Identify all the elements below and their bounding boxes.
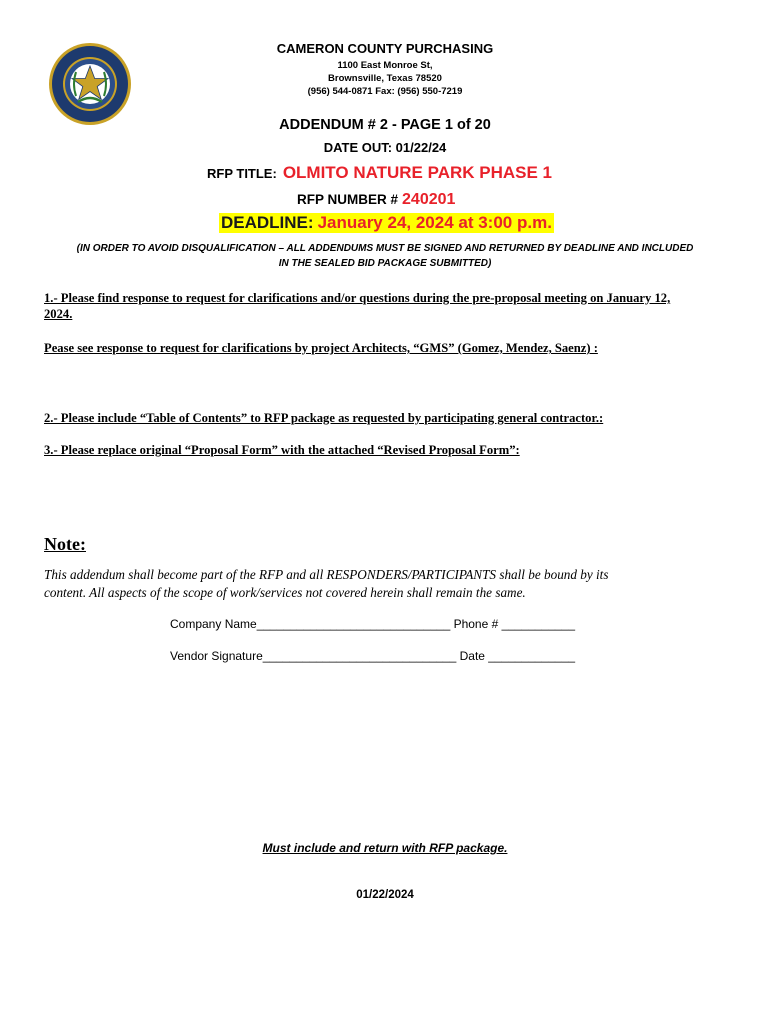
- item-1: [44, 290, 734, 322]
- note-line-2: content. All aspects of the scope of work/services not covered herein shall remain the same.: [44, 585, 526, 600]
- item-3: 3.- Please replace original “Proposal Form” with the attached “Revised Proposal Form”:: [44, 443, 520, 457]
- rfp-number-label: RFP NUMBER #: [297, 192, 399, 207]
- item-1-line-1: 1.- Please find response to request for clarifications and/or questions during the pre-proposal meeting on January 12,: [44, 291, 671, 305]
- rfp-title: [207, 163, 552, 183]
- must-include-note: Must include and return with RFP package.: [262, 841, 508, 855]
- phone-fax: (956) 544-0871 Fax: (956) 550-7219: [307, 86, 463, 97]
- rfp-number: [297, 191, 455, 209]
- rfp-title-label: RFP TITLE:: [207, 166, 277, 181]
- item-1-line-2: 2024.: [44, 307, 73, 321]
- deadline-label: DEADLINE:: [221, 213, 314, 232]
- note-heading: Note:: [44, 534, 86, 554]
- address-line-2: Brownsville, Texas 78520: [328, 73, 442, 84]
- address-line-1: 1100 East Monroe St,: [337, 60, 433, 71]
- item-1-sub: Pease see response to request for clarifications by project Architects, “GMS” (Gomez, Mendez, Saenz) :: [44, 341, 598, 355]
- org-name: CAMERON COUNTY PURCHASING: [276, 41, 494, 56]
- deadline: [219, 213, 554, 233]
- disqualification-warning: [40, 241, 730, 271]
- vendor-signature-line: Vendor Signature_____________________________ Date _____________: [170, 649, 576, 663]
- company-name-line: Company Name_____________________________ Phone # ___________: [170, 617, 576, 631]
- warning-line-1: (IN ORDER TO AVOID DISQUALIFICATION – ALL ADDENDUMS MUST BE SIGNED AND RETURNED BY DEADLINE AND INCLUDED: [76, 243, 694, 254]
- warning-line-2: IN THE SEALED BID PACKAGE SUBMITTED): [278, 258, 492, 269]
- note-text: [44, 566, 724, 602]
- footer-date: 01/22/2024: [356, 889, 414, 901]
- date-out: DATE OUT: 01/22/24: [323, 140, 447, 155]
- addendum-title: ADDENDUM # 2 - PAGE 1 of 20: [279, 117, 491, 133]
- rfp-title-value: OLMITO NATURE PARK PHASE 1: [282, 163, 552, 182]
- rfp-number-value: 240201: [402, 191, 456, 208]
- deadline-value: January 24, 2024 at 3:00 p.m.: [317, 213, 552, 232]
- note-line-1: This addendum shall become part of the RFP and all RESPONDERS/PARTICIPANTS shall be bound by its: [44, 567, 609, 582]
- item-2: 2.- Please include “Table of Contents” to RFP package as requested by participating general contractor.:: [44, 411, 604, 425]
